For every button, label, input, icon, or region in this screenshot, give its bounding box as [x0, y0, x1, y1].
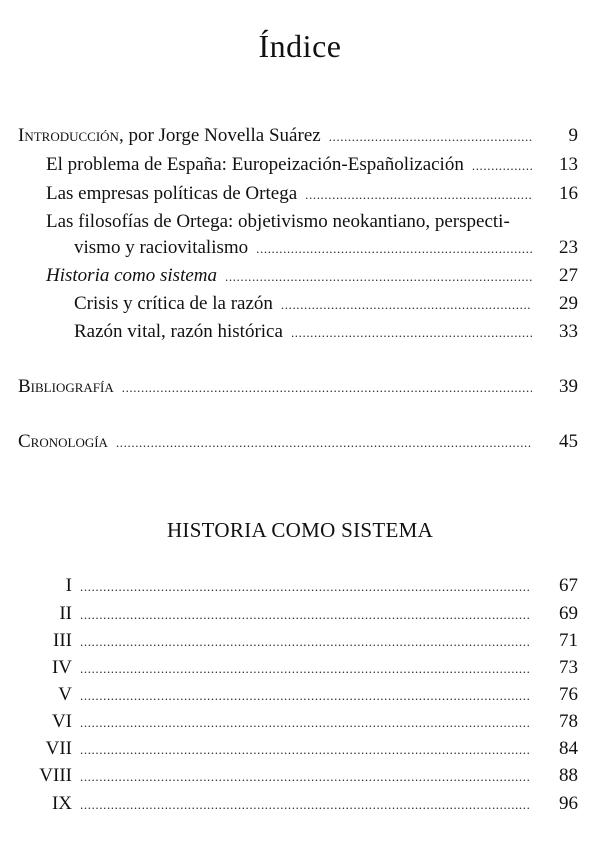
toc-entry-label: Introducción, por Jorge Novella Suárez — [18, 125, 321, 146]
toc-page-number: 45 — [559, 431, 578, 452]
toc-entry-label: Historia como sistema — [46, 265, 217, 286]
toc-page-number: 84 — [559, 738, 578, 759]
toc-entry-filosofias[interactable] — [74, 237, 578, 260]
toc-entry-bibliografia[interactable] — [18, 376, 578, 399]
toc-page-number: 88 — [559, 765, 578, 786]
chapter-number: IX — [51, 793, 72, 814]
toc-page-number: 71 — [559, 630, 578, 651]
toc-entry-filosofias-line1[interactable]: Las filosofías de Ortega: objetivismo neokantiano, perspecti- — [46, 211, 510, 232]
chapter-entry[interactable] — [30, 657, 578, 680]
section-title: HISTORIA COMO SISTEMA — [166, 518, 434, 542]
page-title: Índice — [258, 28, 342, 64]
toc-entry-razon-vital[interactable] — [74, 321, 578, 344]
dot-leader — [472, 155, 532, 177]
chapter-entry[interactable] — [30, 630, 578, 653]
toc-page-number: 73 — [559, 657, 578, 678]
dot-leader — [305, 184, 532, 206]
toc-entry-label: Bibliografía — [18, 376, 114, 397]
toc-entry-empresas-politicas[interactable] — [46, 183, 578, 206]
toc-page-number: 78 — [559, 711, 578, 732]
chapter-number: II — [59, 603, 72, 624]
dot-leader — [122, 377, 532, 399]
toc-entry-label: El problema de España: Europeización-Españolización — [46, 154, 464, 175]
chapter-entry[interactable] — [30, 711, 578, 734]
dot-leader — [80, 658, 530, 680]
chapter-entry[interactable] — [30, 738, 578, 761]
dot-leader — [256, 238, 532, 260]
dot-leader — [80, 685, 530, 707]
toc-page-number: 27 — [559, 265, 578, 286]
chapter-entry[interactable] — [30, 793, 578, 816]
chapter-number: VI — [51, 711, 72, 732]
toc-entry-label: vismo y raciovitalismo — [74, 237, 249, 258]
chapter-entry[interactable] — [30, 603, 578, 626]
dot-leader — [80, 712, 530, 734]
dot-leader — [80, 766, 530, 788]
toc-page-number: 96 — [559, 793, 578, 814]
toc-entry-label: Crisis y crítica de la razón — [74, 293, 273, 314]
chapter-entry[interactable] — [30, 765, 578, 788]
toc-entry-cronologia[interactable] — [18, 431, 578, 454]
toc-page-number: 9 — [568, 125, 578, 146]
chapter-entry[interactable] — [30, 684, 578, 707]
dot-leader — [80, 576, 530, 598]
toc-entry-historia-como-sistema[interactable] — [46, 265, 578, 288]
toc-entry-label: Cronología — [18, 431, 108, 452]
chapter-number: IV — [51, 657, 72, 678]
dot-leader — [329, 126, 532, 148]
dot-leader — [225, 266, 532, 288]
toc-page-number: 67 — [559, 575, 578, 596]
chapter-number: V — [58, 684, 72, 705]
dot-leader — [80, 739, 530, 761]
toc-entry-label: Las empresas políticas de Ortega — [46, 183, 298, 204]
toc-page-number: 13 — [559, 154, 578, 175]
toc-entry-label: Razón vital, razón histórica — [74, 321, 283, 342]
dot-leader — [80, 604, 530, 626]
toc-page-number: 39 — [559, 376, 578, 397]
toc-page-number: 23 — [559, 237, 578, 258]
dot-leader — [80, 794, 530, 816]
toc-page-number: 16 — [559, 183, 578, 204]
chapter-number: VII — [45, 738, 72, 759]
chapter-number: I — [65, 575, 72, 596]
chapter-number: III — [53, 630, 72, 651]
toc-page-number: 33 — [559, 321, 578, 342]
toc-entry-problema-espana[interactable] — [46, 154, 578, 177]
dot-leader — [281, 294, 532, 316]
toc-page-number: 76 — [559, 684, 578, 705]
toc-page-number: 29 — [559, 293, 578, 314]
dot-leader — [116, 432, 532, 454]
toc-entry-crisis-critica[interactable] — [74, 293, 578, 316]
chapter-entry[interactable] — [30, 575, 578, 598]
toc-page-number: 69 — [559, 603, 578, 624]
chapter-number: VIII — [39, 765, 72, 786]
dot-leader — [291, 322, 532, 344]
dot-leader — [80, 631, 530, 653]
toc-entry-introduccion[interactable] — [18, 125, 578, 148]
